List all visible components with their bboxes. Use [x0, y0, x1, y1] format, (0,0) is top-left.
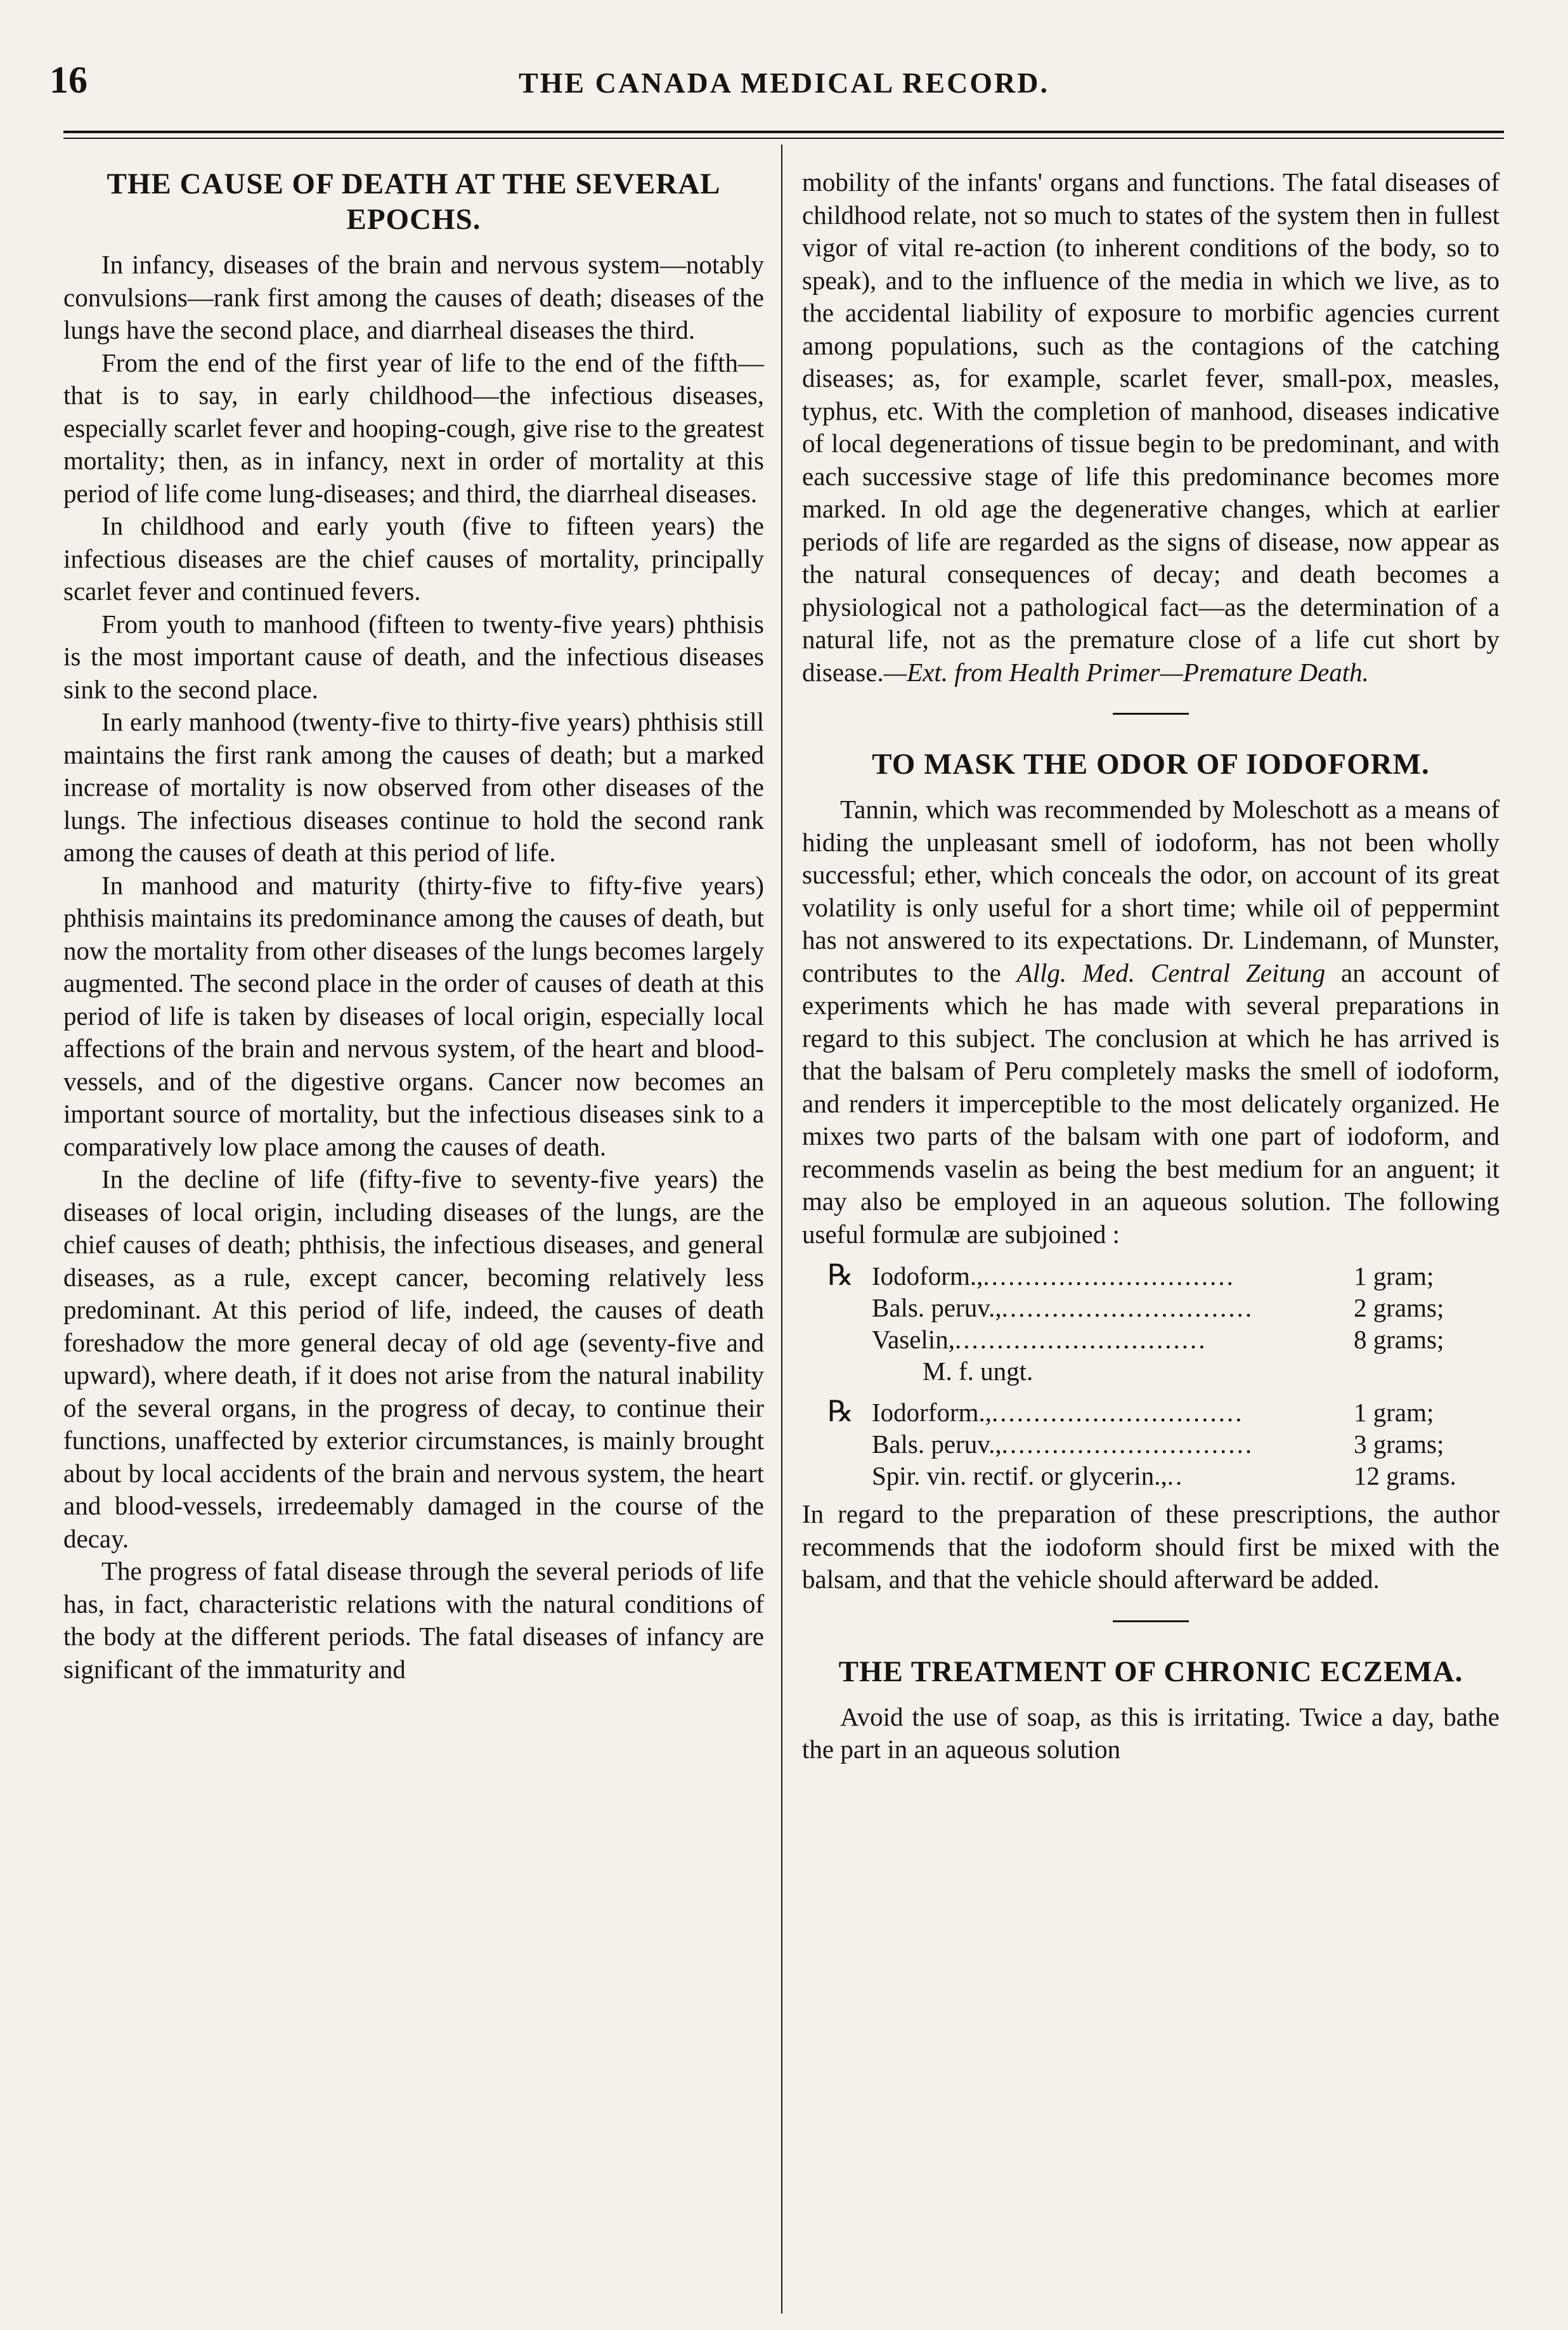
- paragraph: In regard to the preparation of these prescriptions, the author recommends that the iodoform should first be mixed with the balsam, and that the vehicle should afterward be added.: [802, 1499, 1500, 1594]
- paragraph: In early manhood (twenty-five to thirty-five years) phthisis still maintains the first rank among the causes of death; but a marked increase of mortality is now observed from other diseases of the lungs. The infectious diseases continue to hold the second rank among the causes of death at this period of life.: [63, 707, 764, 867]
- prescription-line: [827, 1324, 1500, 1355]
- leader-dots: ..............................: [983, 1261, 1235, 1291]
- drug-name: Iodoform.,: [872, 1261, 983, 1291]
- paragraph: In the decline of life (fifty-five to seventy-five years) the diseases of local origin, including diseases of the lungs, are the chief causes of death; phthisis, the infectious diseases, and general diseases, as a rule, except cancer, becoming relatively less predominant. At this period of life, indeed, the causes of death foreshadow the more general decay of old age (seventy-five and upward), where death, if it does not arise from the natural inability of the several organs, in the progress of decay, to continue their functions, unaffected by exterior circumstances, is mainly brought about by local accidents of the brain and nervous system, the heart and blood-vessels, irredeemably damaged in the course of the decay.: [63, 1164, 764, 1553]
- right-column: [802, 166, 1500, 1766]
- article-heading-cause-of-death: THE CAUSE OF DEATH AT THE SEVERAL EPOCHS.: [107, 167, 721, 236]
- text-run: Tannin, which was recommended by Moleschott as a means of hiding the unpleasant smell of iodoform, has not been wholly successful; ether, which conceals the odor, on account of its great volatility is only useful for a short time; while oil of peppermint has not answered to its expectations. Dr. Lindemann, of Munster, contributes to the: [802, 795, 1500, 987]
- paragraph: The progress of fatal disease through the several periods of life has, in fact, characteristic relations with the natural conditions of the body at the different periods. The fatal diseases of infancy are significant of the immaturity and: [63, 1556, 764, 1684]
- section-separator: [1113, 1620, 1189, 1622]
- drug-dose: 1 gram;: [1354, 1261, 1434, 1291]
- column-divider: [781, 145, 782, 2314]
- leader-dots: ..: [1167, 1461, 1184, 1490]
- paragraph: In manhood and maturity (thirty-five to fifty-five years) phthisis maintains its predominance among the causes of death, but now the mortality from other diseases of the lungs becomes largely augmented. The second place in the order of causes of death at this period of life is taken by diseases of local origin, especially local affections of the brain and nervous system, of the heart and blood-vessels, and of the digestive organs. Cancer now becomes an important source of mortality, but the infectious diseases sink to a comparatively low place among the causes of death.: [63, 870, 764, 1161]
- left-column: [63, 166, 764, 1686]
- drug-dose: 2 grams;: [1354, 1293, 1444, 1322]
- prescription-line: [827, 1428, 1500, 1460]
- prescription-note: M. f. ungt.: [923, 1357, 1033, 1386]
- prescription-line: [827, 1292, 1500, 1324]
- drug-name: Spir. vin. rectif. or glycerin.,: [872, 1461, 1167, 1490]
- drug-name: Iodorform.,: [872, 1398, 992, 1427]
- paragraph: [802, 793, 1500, 1251]
- prescription-2: [827, 1396, 1500, 1492]
- section-separator: [1113, 713, 1189, 715]
- drug-name: Vaselin,: [872, 1325, 955, 1354]
- leader-dots: ..............................: [1001, 1429, 1254, 1459]
- paragraph: From the end of the first year of life to the end of the fifth—that is to say, in early childhood—the infectious diseases, especially scarlet fever and hooping-cough, give rise to the greatest mortality; then, as in infancy, next in order of mortality at this period of life come lung-diseases; and third, the diarrheal diseases.: [63, 348, 764, 508]
- drug-name: Bals. peruv.,: [872, 1429, 1002, 1459]
- leader-dots: ..............................: [992, 1398, 1244, 1427]
- drug-dose: 1 gram;: [1354, 1398, 1434, 1427]
- article-heading-iodoform: TO MASK THE ODOR OF IODOFORM.: [872, 748, 1430, 781]
- continued-paragraph: [802, 166, 1500, 689]
- paragraph: Avoid the use of soap, as this is irritating. Twice a day, bathe the part in an aqueous solution: [802, 1702, 1500, 1764]
- text-run: an account of experiments which he has made with several preparations in regard to this subject. The conclusion at which he has arrived is that the balsam of Peru completely masks the smell of iodoform, and renders it imperceptible to the most delicately organized. He mixes two parts of the balsam with one part of iodoform, and recommends vaselin as being the best medium for an anguent; it may also be employed in an aqueous solution. The following useful formulæ are subjoined :: [802, 958, 1500, 1249]
- prescription-line: [827, 1460, 1500, 1492]
- paragraph: From youth to manhood (fifteen to twenty-five years) phthisis is the most important cause of death, and the infectious diseases sink to the second place.: [63, 609, 764, 704]
- article-heading-eczema: THE TREATMENT OF CHRONIC ECZEMA.: [838, 1655, 1463, 1688]
- prescription-line: [827, 1259, 1500, 1292]
- page-number: 16: [49, 59, 87, 101]
- paragraph: In childhood and early youth (five to fifteen years) the infectious diseases are the chief causes of mortality, principally scarlet fever and continued fevers.: [63, 511, 764, 606]
- drug-name: Bals. peruv.,: [872, 1293, 1002, 1322]
- recipe-symbol-icon: ℞: [827, 1259, 854, 1291]
- header-rule: [63, 131, 1504, 133]
- header-rule-secondary: [63, 138, 1504, 139]
- drug-dose: 8 grams;: [1354, 1325, 1444, 1354]
- source-citation: —Ext. from Health Primer—Premature Death.: [883, 657, 1369, 687]
- leader-dots: ..............................: [954, 1325, 1207, 1354]
- running-title: THE CANADA MEDICAL RECORD.: [518, 67, 1050, 99]
- prescription-line: [827, 1396, 1500, 1428]
- prescription-1: [827, 1259, 1500, 1387]
- leader-dots: ..............................: [1001, 1293, 1254, 1322]
- paragraph: In infancy, diseases of the brain and nervous system—notably convulsions—rank first among the causes of death; diseases of the lungs have the second place, and diarrheal diseases the third.: [63, 250, 764, 344]
- continued-text: mobility of the infants' organs and functions. The fatal diseases of childhood relate, not so much to states of the system then in fullest vigor of vital re-action (to inherent conditions of the body, so to speak), and to the influence of the media in which we live, as to the accidental liability of exposure to morbific agencies current among populations, such as the contagions of the catching diseases; as, for example, scarlet fever, small-pox, measles, typhus, etc. With the completion of manhood, diseases indicative of local degenerations of tissue begin to be predominant, and with each successive stage of life this predominance becomes more marked. In old age the degenerative changes, which at earlier periods of life are regarded as the signs of disease, now appear as the natural consequences of decay; and death becomes a physiological not a pathological fact—as the determination of a natural life, not as the premature close of a life cut short by disease.: [802, 167, 1500, 687]
- drug-dose: 12 grams.: [1354, 1461, 1456, 1490]
- journal-title: Allg. Med. Central Zeitung: [1016, 958, 1326, 987]
- drug-dose: 3 grams;: [1354, 1429, 1444, 1459]
- recipe-symbol-icon: ℞: [827, 1395, 854, 1428]
